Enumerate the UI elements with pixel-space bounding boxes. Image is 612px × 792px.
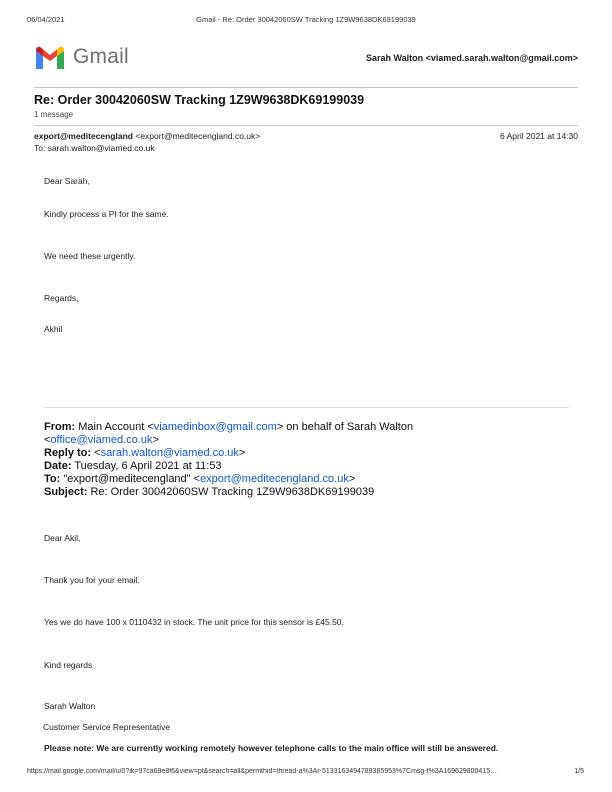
gmail-m-icon: [34, 45, 66, 69]
quoted-office-link[interactable]: office@viamed.co.uk: [50, 434, 153, 446]
reply-name: Sarah Walton: [44, 701, 96, 711]
quoted-subject-label: Subject:: [44, 486, 88, 498]
print-date: 06/04/2021: [27, 15, 65, 24]
quoted-reply-pre: <: [94, 447, 101, 459]
quoted-from-line-2: [44, 434, 159, 446]
account-user: Sarah Walton <viamed.sarah.walton@gmail.com>: [365, 53, 578, 63]
reply-line-2: Yes we do have 100 x 0110432 in stock. The unit price for this sensor is £45.50.: [44, 617, 344, 627]
quoted-date-value: Tuesday, 6 April 2021 at 11:53: [74, 460, 222, 472]
body-line-2: We need these urgently.: [44, 251, 136, 261]
reply-line-1: Thank you for your email.: [44, 575, 140, 585]
quoted-from-pre: Main Account <: [78, 421, 154, 433]
quoted-to-post: >: [348, 473, 356, 485]
thread-subject: Re: Order 30042060SW Tracking 1Z9W9638DK69199039: [34, 93, 365, 107]
gmail-logo[interactable]: [34, 43, 128, 71]
message-date: 6 April 2021 at 14:30: [500, 131, 578, 141]
body-name: Akhil: [44, 324, 63, 334]
quoted-to: [44, 473, 355, 485]
body-greeting: Dear Sarah,: [44, 176, 90, 186]
quoted-from-link[interactable]: viamedinbox@gmail.com: [153, 421, 277, 433]
quoted-reply-label: Reply to:: [44, 447, 92, 459]
reply-note: Please note: We are currently working remotely however telephone calls to the main office will still be answered.: [44, 743, 499, 753]
quoted-subject-value: Re: Order 30042060SW Tracking 1Z9W9638DK69199039: [90, 486, 375, 498]
quoted-reply-link[interactable]: sarah.walton@viamed.co.uk: [100, 447, 239, 459]
body-line-1: Kindly process a PI for the same.: [44, 209, 169, 219]
sender-line: [34, 131, 260, 141]
header-divider: [34, 87, 578, 88]
quoted-reply-post: >: [238, 447, 246, 459]
quote-divider: [44, 407, 569, 408]
quoted-from: [44, 421, 413, 433]
quoted-from-post: > on behalf of Sarah Walton: [276, 421, 414, 433]
quoted-subject: [44, 486, 374, 498]
reply-greeting: Dear Akil,: [44, 533, 81, 543]
page-number: 1/5: [574, 768, 584, 775]
quoted-reply-to: [44, 447, 245, 459]
body-closing: Regards,: [44, 293, 79, 303]
quoted-from2-post: >: [152, 434, 159, 446]
quoted-date: [44, 460, 222, 472]
sender-email: <export@meditecengland.co.uk>: [135, 131, 261, 141]
quoted-from-label: From:: [44, 421, 76, 433]
reply-title: Customer Service Representative: [43, 722, 171, 732]
reply-closing: Kind regards: [44, 660, 93, 670]
recipient-line: To: sarah.walton@viamed.co.uk: [34, 143, 155, 153]
quoted-from2-pre: <: [44, 434, 51, 446]
footer-url: https://mail.google.com/mail/u/0?ik=97ca69e8f6&view=pt&search=all&permthid=thread-a%3Ar-5133163494789385953%7Cmsg-f%3A169629800415…: [27, 768, 498, 775]
thread-divider: [34, 125, 578, 126]
gmail-logo-text: Gmail: [73, 45, 129, 68]
quoted-to-link[interactable]: export@meditecengland.co.uk: [200, 473, 349, 485]
quoted-to-label: To:: [44, 473, 61, 485]
quoted-date-label: Date:: [44, 460, 72, 472]
quoted-to-pre: "export@meditecengland" <: [63, 473, 201, 485]
message-count: 1 message: [34, 110, 74, 119]
print-title: Gmail - Re: Order 30042060SW Tracking 1Z9W9638DK69199039: [196, 15, 416, 24]
sender-name: export@meditecengland: [34, 131, 133, 141]
